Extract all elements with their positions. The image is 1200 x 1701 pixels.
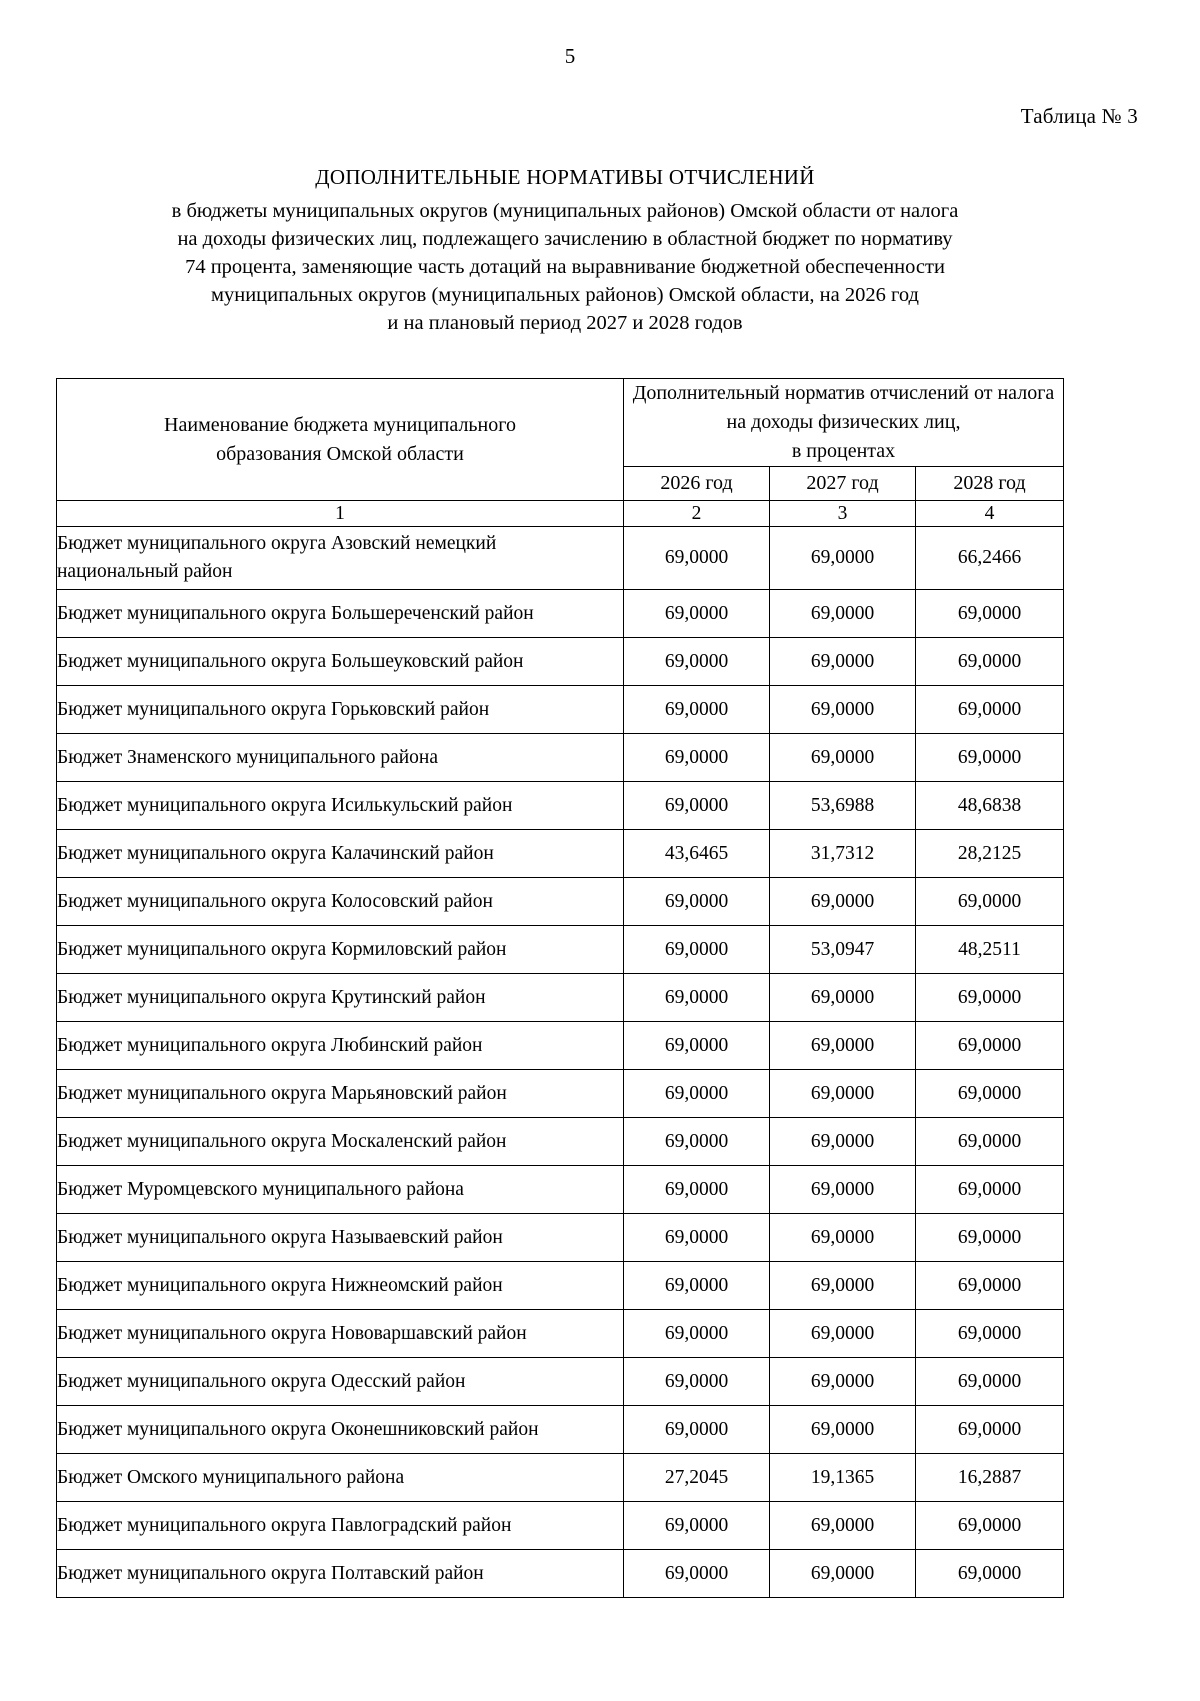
cell-municipality-name [57,686,624,734]
cell-value-2027: 69,0000 [770,1214,916,1262]
title-subtitle-line: муниципальных округов (муниципальных районов) Омской области, на 2026 год [211,284,919,306]
cell-value-2026: 69,0000 [624,590,770,638]
column-header-name-line: Наименование бюджета муниципального [164,413,516,436]
cell-value-2027: 53,0947 [770,926,916,974]
cell-value-2026: 69,0000 [624,1310,770,1358]
cell-value-2028: 69,0000 [916,1358,1064,1406]
cell-value-2026: 69,0000 [624,1502,770,1550]
cell-value-2026: 43,6465 [624,830,770,878]
cell-value-2027: 69,0000 [770,1166,916,1214]
cell-value-2027: 69,0000 [770,1550,916,1598]
cell-municipality-name [57,527,624,590]
cell-value-2026: 69,0000 [624,1550,770,1598]
cell-municipality-name-line: Бюджет муниципального округа Азовский немецкий [57,533,497,554]
column-number-3: 3 [770,501,916,527]
cell-municipality-name-line: Бюджет муниципального округа Марьяновский район [57,1082,507,1104]
cell-municipality-name-line: Бюджет муниципального округа Полтавский район [57,1562,484,1584]
table-row [57,1118,1064,1166]
table-header-row-numbering [57,501,1064,527]
cell-value-2026: 69,0000 [624,686,770,734]
cell-value-2027: 69,0000 [770,1118,916,1166]
table-row [57,590,1064,638]
cell-value-2028: 69,0000 [916,1118,1064,1166]
normatives-table [56,378,1064,1598]
cell-municipality-name [57,1118,624,1166]
cell-value-2027: 69,0000 [770,1310,916,1358]
table-row [57,686,1064,734]
cell-municipality-name [57,1406,624,1454]
cell-municipality-name-line: Бюджет муниципального округа Одесский район [57,1370,466,1392]
cell-value-2028: 28,2125 [916,830,1064,878]
cell-municipality-name-line: Бюджет муниципального округа Павлоградский район [57,1514,512,1536]
cell-municipality-name-line: Бюджет Муромцевского муниципального района [57,1178,464,1200]
table-row [57,974,1064,1022]
cell-municipality-name-line: Бюджет муниципального округа Нижнеомский район [57,1274,503,1296]
column-header-group-line: на доходы физических лиц, [726,411,961,433]
cell-municipality-name [57,974,624,1022]
cell-municipality-name [57,878,624,926]
cell-value-2028: 69,0000 [916,1214,1064,1262]
table-row [57,638,1064,686]
cell-value-2028: 16,2887 [916,1454,1064,1502]
table-caption: Таблица № 3 [1020,104,1138,128]
cell-value-2026: 69,0000 [624,638,770,686]
cell-municipality-name [57,638,624,686]
cell-value-2027: 69,0000 [770,590,916,638]
cell-value-2026: 69,0000 [624,734,770,782]
column-header-name [57,379,624,501]
cell-municipality-name [57,590,624,638]
cell-municipality-name [57,1310,624,1358]
cell-municipality-name [57,1214,624,1262]
cell-value-2028: 69,0000 [916,1406,1064,1454]
cell-value-2027: 69,0000 [770,1406,916,1454]
table-row [57,1022,1064,1070]
table-row [57,1070,1064,1118]
cell-value-2027: 69,0000 [770,1022,916,1070]
column-number-4: 4 [916,501,1064,527]
cell-value-2027: 69,0000 [770,974,916,1022]
cell-municipality-name [57,1358,624,1406]
cell-municipality-name [57,1166,624,1214]
cell-municipality-name-line: Бюджет муниципального округа Кормиловский район [57,938,507,960]
cell-municipality-name-line: Бюджет муниципального округа Любинский район [57,1034,483,1056]
table-row [57,926,1064,974]
cell-value-2028: 48,6838 [916,782,1064,830]
cell-municipality-name [57,1262,624,1310]
table-row [57,1502,1064,1550]
cell-value-2027: 19,1365 [770,1454,916,1502]
title-subtitle-line: в бюджеты муниципальных округов (муниципальных районов) Омской области от налога [171,200,959,222]
cell-value-2028: 69,0000 [916,1070,1064,1118]
cell-value-2027: 69,0000 [770,878,916,926]
cell-value-2028: 69,0000 [916,638,1064,686]
table-header-row-main [57,379,1064,467]
cell-municipality-name [57,830,624,878]
cell-value-2026: 69,0000 [624,1070,770,1118]
cell-municipality-name-line: Бюджет муниципального округа Горьковский район [57,698,490,720]
cell-value-2028: 69,0000 [916,1502,1064,1550]
cell-municipality-name-line: Бюджет муниципального округа Москаленский район [57,1130,507,1152]
cell-value-2027: 69,0000 [770,1070,916,1118]
cell-value-2027: 69,0000 [770,1262,916,1310]
title-subtitle-line: 74 процента, заменяющие часть дотаций на выравнивание бюджетной обеспеченности [185,256,945,278]
document-title-block [60,165,1070,337]
cell-value-2026: 69,0000 [624,1214,770,1262]
cell-municipality-name-line: Бюджет муниципального округа Калачинский район [57,842,494,864]
cell-value-2027: 69,0000 [770,1358,916,1406]
cell-value-2028: 69,0000 [916,734,1064,782]
table-header [57,379,1064,527]
cell-value-2026: 27,2045 [624,1454,770,1502]
column-header-year-2027: 2027 год [770,467,916,501]
cell-value-2026: 69,0000 [624,782,770,830]
column-number-2: 2 [624,501,770,527]
cell-value-2028: 69,0000 [916,1550,1064,1598]
cell-value-2028: 69,0000 [916,590,1064,638]
cell-municipality-name-line: Бюджет муниципального округа Большереченский район [57,602,534,624]
cell-municipality-name-line: Бюджет муниципального округа Нововаршавский район [57,1322,527,1344]
cell-value-2028: 66,2466 [916,527,1064,590]
cell-value-2028: 48,2511 [916,926,1064,974]
cell-municipality-name-line: Бюджет муниципального округа Крутинский район [57,986,486,1008]
table-body [57,527,1064,1598]
cell-value-2026: 69,0000 [624,527,770,590]
cell-municipality-name-line: Бюджет муниципального округа Исилькульский район [57,794,513,816]
title-subtitle-line: и на плановый период 2027 и 2028 годов [387,312,743,334]
cell-municipality-name-line: Бюджет муниципального округа Оконешниковский район [57,1418,539,1440]
cell-value-2028: 69,0000 [916,686,1064,734]
table-row [57,1550,1064,1598]
table-row [57,782,1064,830]
table-row [57,734,1064,782]
cell-municipality-name-line: Бюджет Знаменского муниципального района [57,746,439,768]
cell-value-2028: 69,0000 [916,878,1064,926]
cell-value-2026: 69,0000 [624,1166,770,1214]
cell-municipality-name [57,926,624,974]
title-subtitle [60,197,1070,337]
cell-value-2027: 69,0000 [770,1502,916,1550]
table-row [57,1214,1064,1262]
column-header-group-line: Дополнительный норматив отчислений от налога [632,382,1055,404]
column-header-group [624,379,1064,467]
title-subtitle-line: на доходы физических лиц, подлежащего зачислению в областной бюджет по нормативу [177,228,953,250]
page-title: ДОПОЛНИТЕЛЬНЫЕ НОРМАТИВЫ ОТЧИСЛЕНИЙ [315,165,815,189]
cell-value-2028: 69,0000 [916,1310,1064,1358]
cell-value-2027: 69,0000 [770,686,916,734]
table-row [57,527,1064,590]
table-row [57,1406,1064,1454]
cell-value-2026: 69,0000 [624,974,770,1022]
cell-value-2027: 69,0000 [770,527,916,590]
table-row [57,1262,1064,1310]
cell-municipality-name [57,1022,624,1070]
column-header-year-2028: 2028 год [916,467,1064,501]
cell-municipality-name-line: Бюджет муниципального округа Называевский район [57,1226,503,1248]
cell-municipality-name-line: Бюджет муниципального округа Большеуковский район [57,650,524,672]
cell-value-2026: 69,0000 [624,1022,770,1070]
column-header-group-line: в процентах [791,440,896,462]
cell-value-2026: 69,0000 [624,1118,770,1166]
cell-value-2027: 69,0000 [770,734,916,782]
cell-value-2026: 69,0000 [624,1262,770,1310]
page-number: 5 [564,44,576,68]
cell-municipality-name-line: Бюджет муниципального округа Колосовский район [57,890,493,912]
cell-value-2026: 69,0000 [624,878,770,926]
table-row [57,1310,1064,1358]
cell-municipality-name-line: национальный район [57,561,233,582]
cell-value-2028: 69,0000 [916,1022,1064,1070]
cell-value-2027: 31,7312 [770,830,916,878]
cell-municipality-name-line: Бюджет Омского муниципального района [57,1466,405,1488]
cell-value-2027: 69,0000 [770,638,916,686]
cell-value-2028: 69,0000 [916,1166,1064,1214]
cell-municipality-name [57,782,624,830]
column-number-1: 1 [57,501,624,527]
cell-value-2028: 69,0000 [916,974,1064,1022]
cell-municipality-name [57,1550,624,1598]
table-row [57,1454,1064,1502]
table-row [57,1358,1064,1406]
cell-value-2026: 69,0000 [624,1406,770,1454]
table-row [57,830,1064,878]
cell-municipality-name [57,1070,624,1118]
cell-municipality-name [57,1502,624,1550]
cell-municipality-name [57,734,624,782]
cell-value-2027: 53,6988 [770,782,916,830]
cell-value-2026: 69,0000 [624,1358,770,1406]
column-header-name-line: образования Омской области [216,442,464,465]
cell-value-2028: 69,0000 [916,1262,1064,1310]
table-row [57,878,1064,926]
column-header-year-2026: 2026 год [624,467,770,501]
cell-municipality-name [57,1454,624,1502]
table-row [57,1166,1064,1214]
cell-value-2026: 69,0000 [624,926,770,974]
